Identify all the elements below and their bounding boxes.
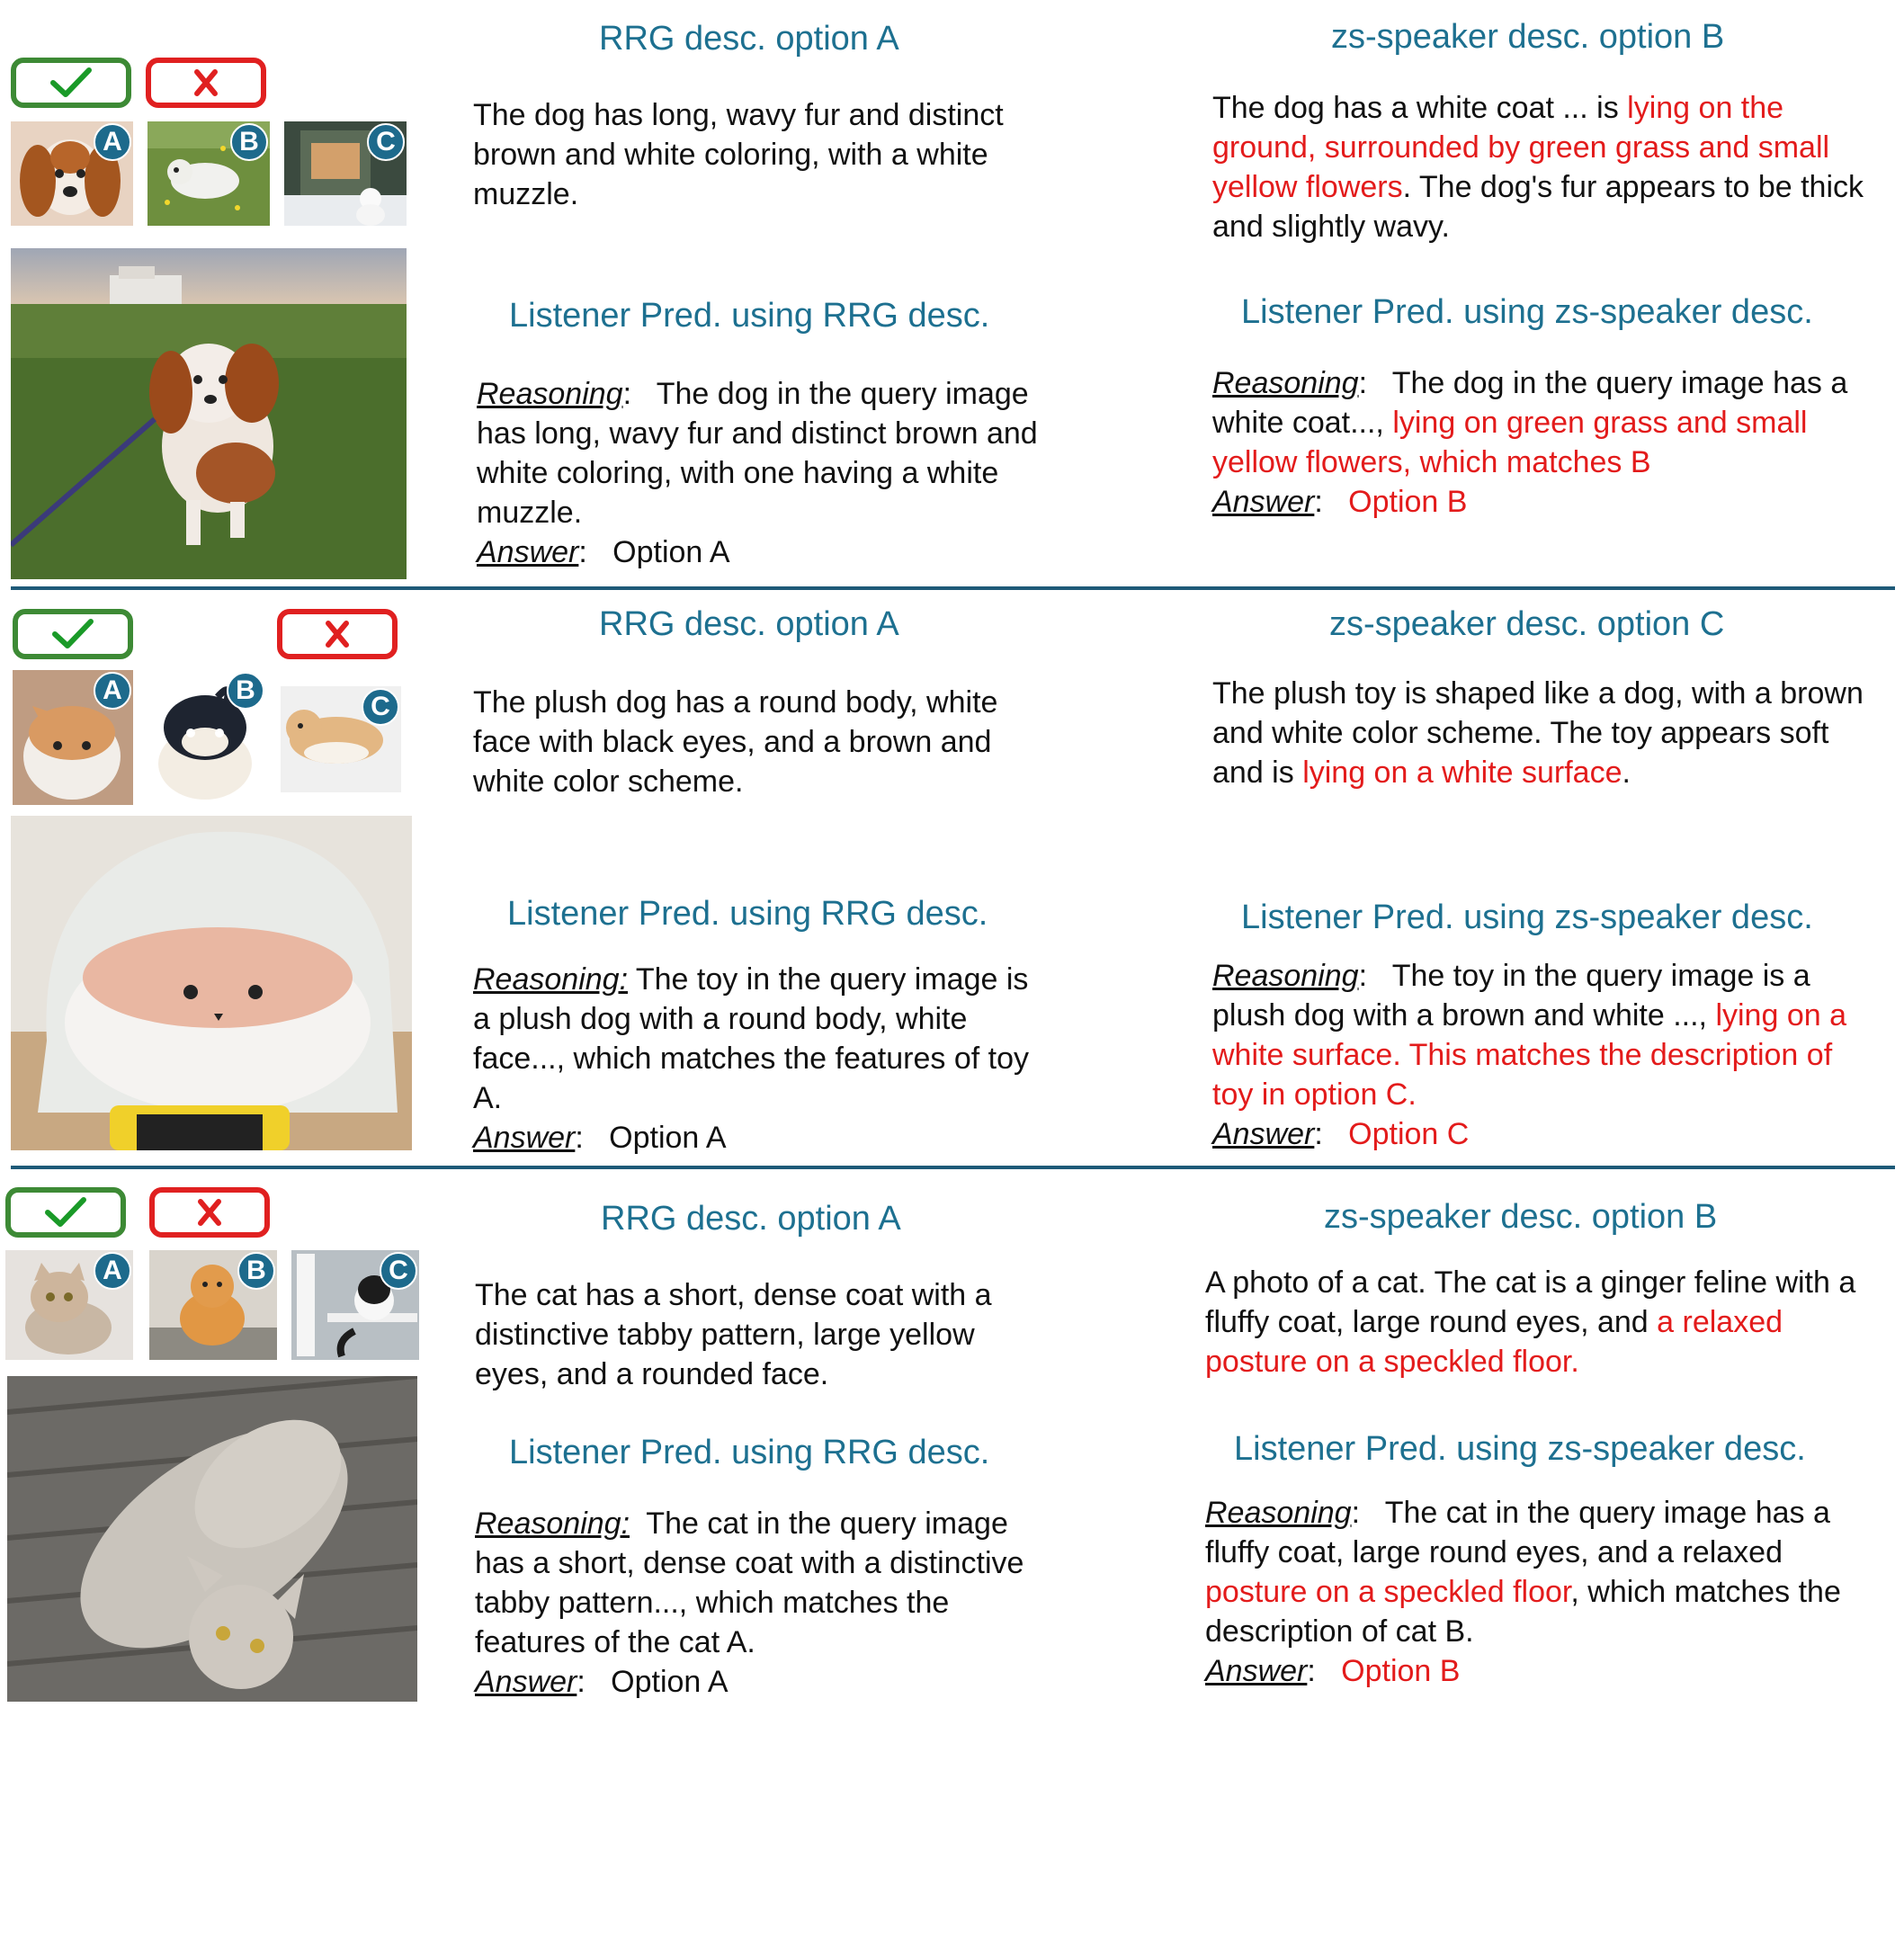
- reasoning-separator: :: [622, 377, 632, 411]
- rrg-heading: RRG desc. option A: [599, 605, 899, 643]
- zs-heading: zs-speaker desc. option B: [1324, 1198, 1718, 1236]
- zs-heading: zs-speaker desc. option C: [1329, 605, 1725, 643]
- rrg-heading: RRG desc. option A: [601, 1200, 901, 1238]
- reasoning-label: Reasoning:: [475, 1506, 630, 1541]
- reasoning-label: Reasoning:: [473, 962, 629, 997]
- answer-label: Answer: [1212, 1117, 1315, 1151]
- zs-description: [1205, 1263, 1871, 1381]
- zs-description: [1212, 88, 1869, 246]
- reasoning-highlight: posture on a speckled floor: [1205, 1575, 1571, 1609]
- option-image-c: [284, 121, 407, 226]
- rrg-description: The plush dog has a round body, white face with black eyes, and a brown and white color scheme.: [473, 685, 998, 799]
- correct-check-badge: [13, 609, 133, 659]
- reasoning-label: Reasoning: [1212, 366, 1359, 400]
- reasoning-text-end: , which matches the description of cat B.: [1205, 1575, 1841, 1649]
- cross-icon: [183, 65, 229, 101]
- zs-desc-text: A photo of a cat. The cat is a ginger feline with a fluffy coat, large round eyes, and: [1205, 1265, 1856, 1339]
- rrg-reasoning: Reasoning: The toy in the query image is a plush dog with a round body, white face..., which matches the features of toy A. Answer: Option A: [473, 962, 1029, 1155]
- cross-icon: [186, 1194, 233, 1230]
- answer-value: Option B: [1348, 485, 1468, 519]
- reasoning-label: Reasoning: [1212, 959, 1359, 993]
- correct-check-badge: [5, 1187, 126, 1238]
- check-icon: [49, 616, 96, 652]
- answer-label: Answer: [1205, 1654, 1308, 1688]
- reasoning-text: The toy in the query image is a plush dog with a brown and white ...,: [1212, 959, 1810, 1033]
- option-image-c: [291, 1250, 419, 1360]
- zs-reasoning: Reasoning: The dog in the query image has a white coat..., lying on green grass and small yellow flowers, which matches B Answer: Option B: [1212, 366, 1848, 519]
- reasoning-label: Reasoning: [477, 377, 623, 411]
- zs-desc-highlight: lying on the ground, surrounded by green grass and small yellow flowers: [1212, 91, 1830, 204]
- option-image-b: [147, 121, 270, 226]
- option-image-c: [281, 686, 401, 792]
- answer-label: Answer: [475, 1665, 577, 1699]
- zs-desc-text-end: .: [1622, 755, 1631, 790]
- reasoning-text: The toy in the query image is a plush dog with a round body, white face..., which matches the features of toy A.: [473, 962, 1029, 1115]
- answer-value: Option A: [612, 535, 730, 569]
- option-image-b: [149, 1250, 277, 1360]
- option-letter-c: C: [362, 688, 399, 726]
- option-letter-b: B: [230, 123, 268, 161]
- rrg-heading: RRG desc. option A: [599, 20, 899, 58]
- answer-value: Option C: [1348, 1117, 1470, 1151]
- zs-desc-text-end: . The dog's fur appears to be thick and slightly wavy.: [1212, 170, 1864, 244]
- example-row-2: [0, 589, 1904, 1169]
- zs-desc-text: The dog has a white coat ... is: [1212, 91, 1628, 125]
- answer-value: Option A: [609, 1121, 727, 1155]
- check-icon: [42, 1194, 89, 1230]
- option-image-a: [5, 1250, 133, 1360]
- option-letter-a: A: [94, 1252, 131, 1290]
- reasoning-text: The dog in the query image has long, wavy fur and distinct brown and white coloring, with one having a white muzzle.: [477, 377, 1038, 530]
- option-image-a: [13, 670, 133, 805]
- rrg-listener-heading: Listener Pred. using RRG desc.: [507, 895, 988, 933]
- option-letter-c: C: [380, 1252, 417, 1290]
- zs-desc-highlight: lying on a white surface: [1302, 755, 1622, 790]
- option-image-b: [146, 670, 266, 805]
- query-image-cat: [7, 1376, 417, 1702]
- example-row-3: [0, 1169, 1904, 1727]
- wrong-cross-badge: [277, 609, 398, 659]
- answer-value: Option A: [611, 1665, 729, 1699]
- answer-label: Answer: [473, 1121, 576, 1155]
- option-letter-a: A: [94, 123, 131, 161]
- zs-reasoning: Reasoning: The toy in the query image is a plush dog with a brown and white ..., lying on a white surface. This matches the description of toy in option C. Answer: Option C: [1212, 959, 1846, 1151]
- rrg-description: The cat has a short, dense coat with a distinctive tabby pattern, large yellow eyes, and a rounded face.: [475, 1278, 992, 1391]
- correct-check-badge: [11, 58, 131, 108]
- option-letter-c: C: [367, 123, 405, 161]
- zs-reasoning: Reasoning: The cat in the query image has a fluffy coat, large round eyes, and a relaxed posture on a speckled floor, which matches the description of cat B. Answer: Option B: [1205, 1496, 1841, 1688]
- rrg-listener-heading: Listener Pred. using RRG desc.: [509, 1434, 990, 1471]
- query-image-dog: [11, 248, 407, 579]
- answer-value: Option B: [1341, 1654, 1461, 1688]
- rrg-reasoning: Reasoning: The dog in the query image has long, wavy fur and distinct brown and white coloring, with one having a white muzzle. Answer: Option A: [477, 377, 1038, 569]
- zs-listener-heading: Listener Pred. using zs-speaker desc.: [1241, 899, 1813, 936]
- option-letter-b: B: [227, 672, 264, 710]
- wrong-cross-badge: [146, 58, 266, 108]
- zs-desc-text: The plush toy is shaped like a dog, with a brown and white color scheme. The toy appears soft and is: [1212, 676, 1864, 790]
- rrg-reasoning: Reasoning: The cat in the query image has a short, dense coat with a distinctive tabby pattern..., which matches the features of the cat A. Answer: Option A: [475, 1506, 1024, 1699]
- reasoning-text: The dog in the query image has a white coat...,: [1212, 366, 1848, 440]
- zs-description: [1212, 674, 1869, 792]
- option-letter-a: A: [94, 672, 131, 710]
- answer-label: Answer: [1212, 485, 1315, 519]
- reasoning-text: The cat in the query image has a fluffy coat, large round eyes, and a relaxed: [1205, 1496, 1830, 1569]
- zs-desc-highlight: a relaxed posture on a speckled floor.: [1205, 1305, 1783, 1379]
- reasoning-text: The cat in the query image has a short, dense coat with a distinctive tabby pattern..., which matches the features of the cat A.: [475, 1506, 1024, 1659]
- reasoning-highlight: lying on a white surface. This matches the description of toy in option C.: [1212, 998, 1846, 1112]
- rrg-description: The dog has long, wavy fur and distinct brown and white coloring, with a white muzzle.: [473, 98, 1004, 211]
- query-image-plush: [11, 816, 412, 1150]
- wrong-cross-badge: [149, 1187, 270, 1238]
- cross-icon: [314, 616, 361, 652]
- answer-label: Answer: [477, 535, 579, 569]
- reasoning-label: Reasoning: [1205, 1496, 1352, 1530]
- example-row-1: [0, 0, 1904, 589]
- option-image-a: [11, 121, 133, 226]
- rrg-listener-heading: Listener Pred. using RRG desc.: [509, 297, 990, 335]
- check-icon: [48, 65, 94, 101]
- zs-listener-heading: Listener Pred. using zs-speaker desc.: [1241, 293, 1813, 331]
- zs-heading: zs-speaker desc. option B: [1331, 18, 1725, 56]
- option-letter-b: B: [237, 1252, 275, 1290]
- zs-listener-heading: Listener Pred. using zs-speaker desc.: [1234, 1430, 1806, 1468]
- reasoning-highlight: lying on green grass and small yellow flowers, which matches B: [1212, 406, 1808, 479]
